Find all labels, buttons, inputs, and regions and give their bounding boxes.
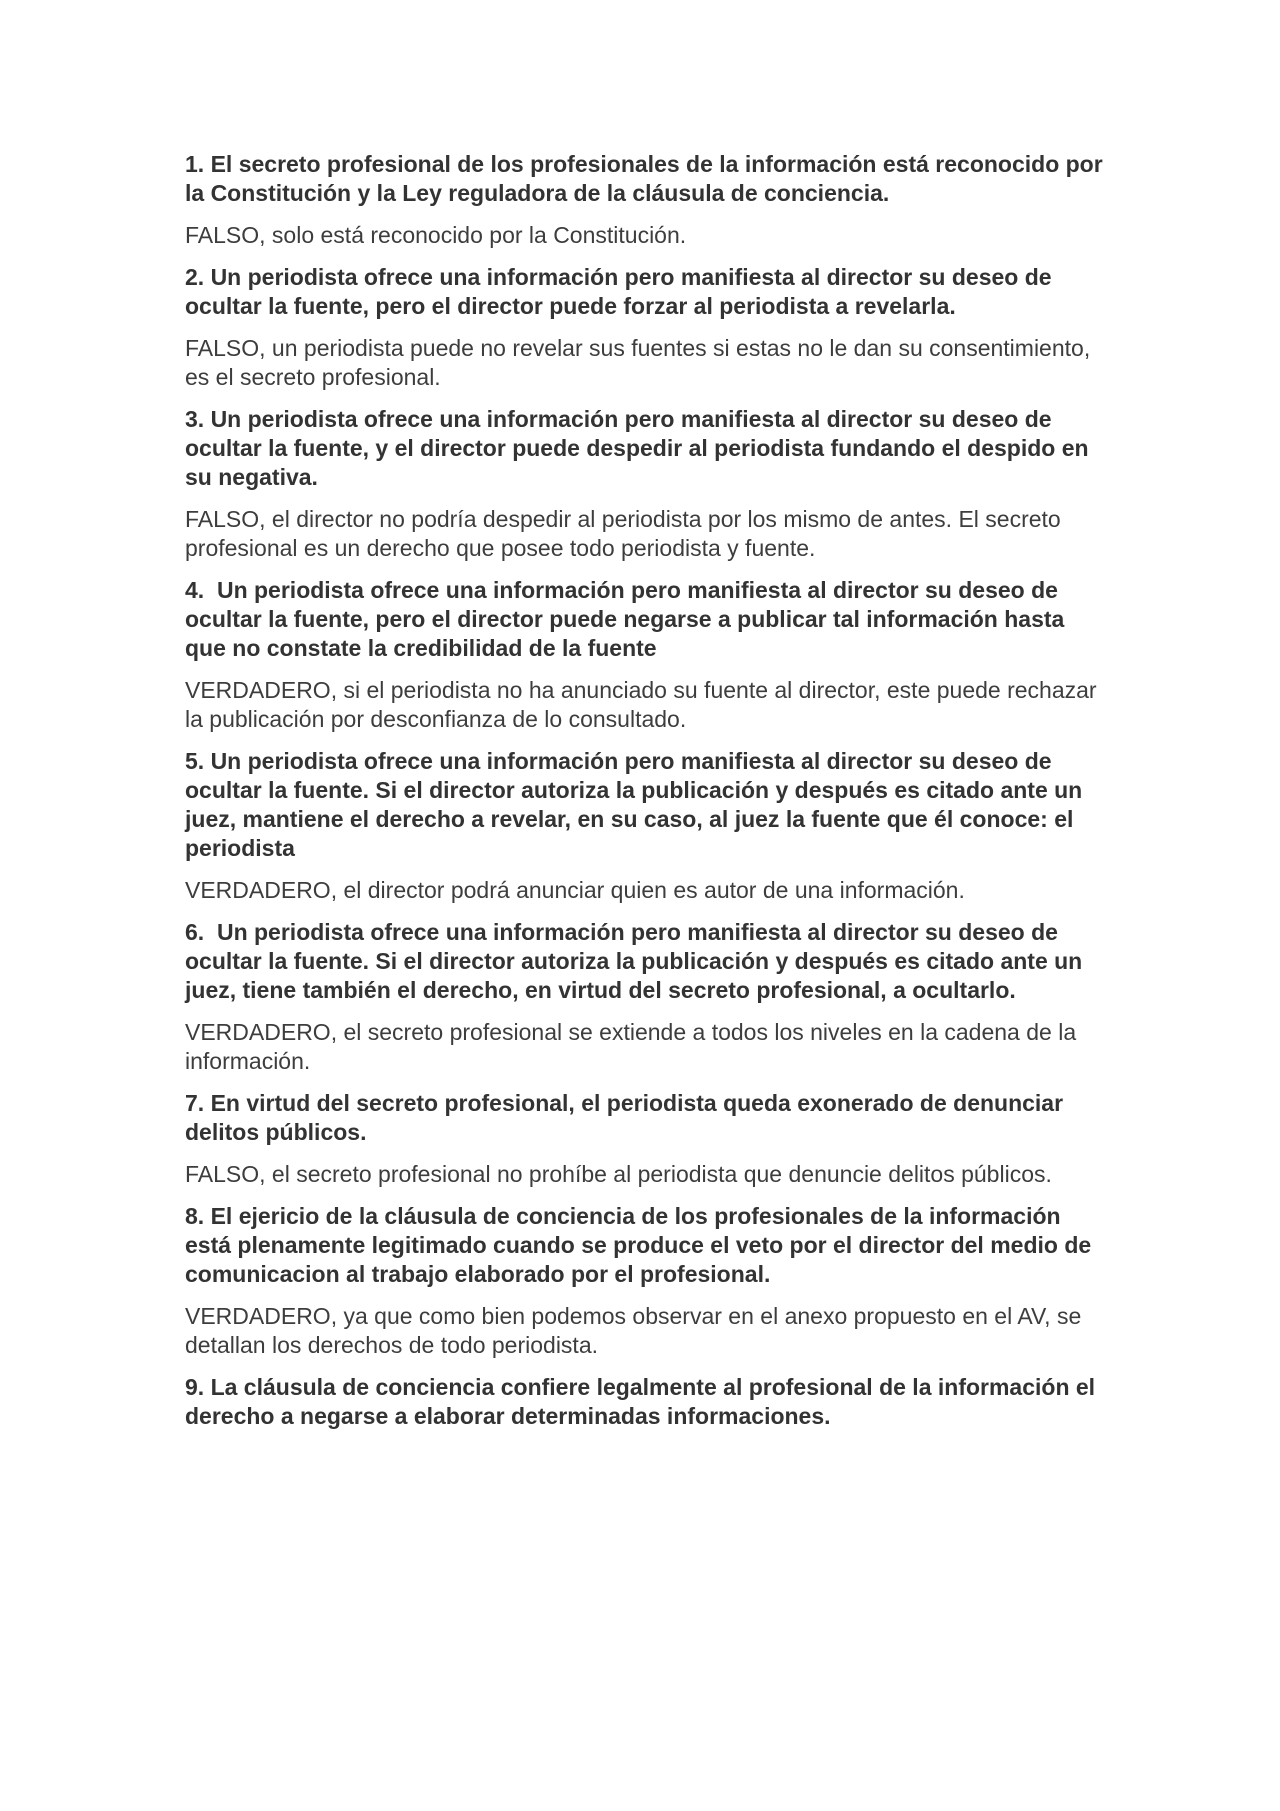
answer-5: VERDADERO, el director podrá anunciar quien es autor de una información. (185, 877, 965, 903)
question-5: 5. Un periodista ofrece una información pero manifiesta al director su deseo de ocultar la fuente. Si el director autoriza la publicación y después es citado ante un juez, mantiene el derecho a revelar, en su caso, al juez la fuente que él conoce: el periodista (185, 748, 1089, 861)
question-7: 7. En virtud del secreto profesional, el periodista queda exonerado de denunciar delitos públicos. (185, 1090, 1070, 1145)
answer-8: VERDADERO, ya que como bien podemos observar en el anexo propuesto en el AV, se detallan los derechos de todo periodista. (185, 1303, 1082, 1358)
answer-7: FALSO, el secreto profesional no prohíbe al periodista que denuncie delitos públicos. (185, 1161, 1052, 1187)
question-8: 8. El ejericio de la cláusula de conciencia de los profesionales de la información está plenamente legitimado cuando se produce el veto por el director del medio de comunicacion al trabajo elaborado por el profesional. (185, 1203, 1098, 1287)
answer-6: VERDADERO, el secreto profesional se extiende a todos los niveles en la cadena de la información. (185, 1019, 1077, 1074)
answer-1: FALSO, solo está reconocido por la Constitución. (185, 222, 687, 248)
answer-3: FALSO, el director no podría despedir al periodista por los mismo de antes. El secreto profesional es un derecho que posee todo periodista y fuente. (185, 506, 1061, 561)
question-6: 6. Un periodista ofrece una información pero manifiesta al director su deseo de ocultar la fuente. Si el director autoriza la publicación y después es citado ante un juez, tiene también el derecho, en virtud del secreto profesional, a ocultarlo. (185, 919, 1089, 1003)
answer-2: FALSO, un periodista puede no revelar sus fuentes si estas no le dan su consentimiento, es el secreto profesional. (185, 335, 1091, 390)
question-1: 1. El secreto profesional de los profesionales de la información está reconocido por la Constitución y la Ley reguladora de la cláusula de conciencia. (185, 151, 1110, 206)
question-9: 9. La cláusula de conciencia confiere legalmente al profesional de la información el derecho a negarse a elaborar determinadas informaciones. (185, 1374, 1102, 1429)
answer-4: VERDADERO, si el periodista no ha anunciado su fuente al director, este puede rechazar la publicación por desconfianza de lo consultado. (185, 677, 1097, 732)
question-2: 2. Un periodista ofrece una información pero manifiesta al director su deseo de ocultar la fuente, pero el director puede forzar al periodista a revelarla. (185, 264, 1058, 319)
question-3: 3. Un periodista ofrece una información pero manifiesta al director su deseo de ocultar la fuente, y el director puede despedir al periodista fundando el despido en su negativa. (185, 406, 1095, 490)
document-page (185, 150, 1110, 1444)
question-4: 4. Un periodista ofrece una información pero manifiesta al director su deseo de ocultar la fuente, pero el director puede negarse a publicar tal información hasta que no constate la credibilidad de la fuente (185, 577, 1071, 661)
